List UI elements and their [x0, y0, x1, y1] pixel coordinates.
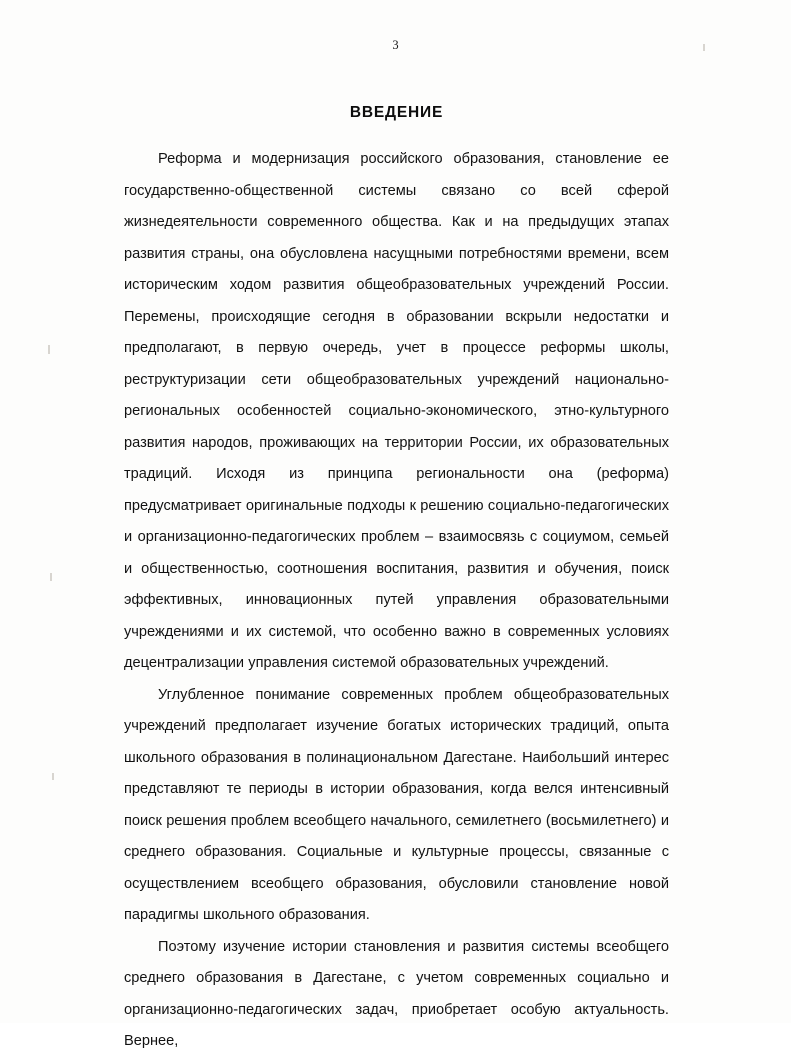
paragraph: Реформа и модернизация российского образования, становление ее государственно-общественной системы связано со всей сферой жизнедеятельности современного общества. Как и на предыдущих этапах развития страны, она обусловлена насущными потребностями времени, всем историческим ходом развития общеобразовательных учреждений России. Перемены, происходящие сегодня в образовании вскрыли недостатки и предполагают, в первую очередь, учет в процессе реформы школы, реструктуризации сети общеобразовательных учреждений национально-региональных особенностей социально-экономического, этно-культурного развития народов, проживающих на территории России, их образовательных традиций. Исходя из принципа региональности она (реформа) предусматривает оригинальные подходы к решению социально-педагогических и организационно-педагогических проблем – взаимосвязь с социумом, семьей и общественностью, соотношения воспитания, развития и обучения, поиск эффективных, инновационных путей управления образовательными учреждениями и их системой, что особенно важно в современных условиях децентрализации управления системой образовательных учреждений.: [124, 151, 669, 671]
page-title: ВВЕДЕНИЕ: [349, 104, 444, 121]
paragraph: Поэтому изучение истории становления и развития системы всеобщего среднего образования в Дагестане, с учетом современных социально и организационно-педагогических задач, приобретает особую актуальность. Вернее,: [124, 938, 669, 1049]
scan-speck: [48, 345, 50, 354]
scan-speck: [50, 573, 52, 581]
paragraph: Углубленное понимание современных проблем общеобразовательных учреждений предполагает изучение богатых исторических традиций, опыта школьного образования в полинациональном Дагестане. Наибольший интерес представляют те периоды в истории образования, когда велся интенсивный поиск решения проблем всеобщего начального, семилетнего (восьмилетнего) и среднего образования. Социальные и культурные процессы, связанные с осуществлением всеобщего образования, обусловили становление новой парадигмы школьного образования.: [124, 686, 669, 923]
page-number: 3: [392, 38, 399, 52]
scan-speck: [52, 773, 54, 780]
document-body: [124, 104, 669, 1058]
